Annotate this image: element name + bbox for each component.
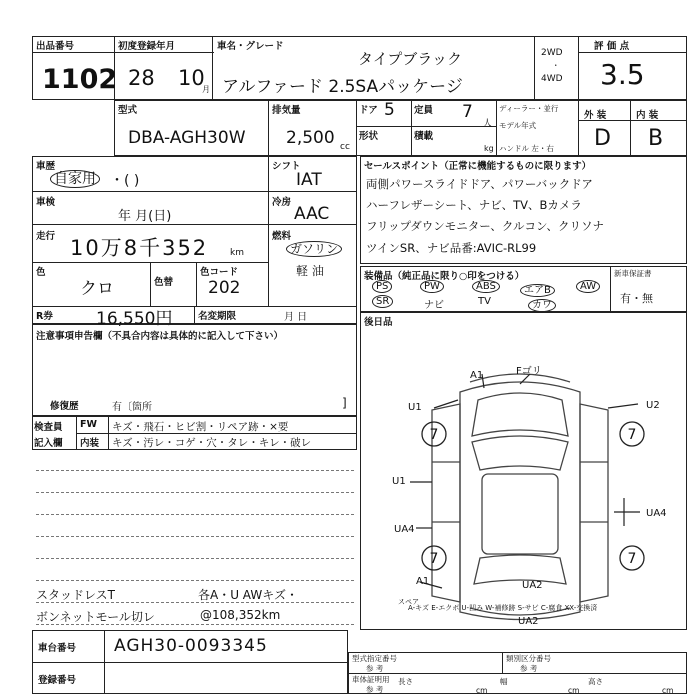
inner-items: キズ・汚レ・コゲ・穴・タレ・キレ・破レ (112, 437, 312, 449)
option-sr: SR (372, 296, 393, 307)
history-label: 車歴 (36, 161, 56, 172)
grade-line-1: タイプブラック (358, 50, 462, 68)
fuel-value: ガソリン (286, 240, 342, 257)
damage-label-ua4-right: UA4 (646, 508, 667, 519)
rating-label: 評 価 点 (594, 41, 630, 52)
model-label: 型式 (118, 105, 138, 116)
sales-line-3: フリップダウンモニター、クルコン、クリソナ (366, 219, 605, 233)
load-label: 積載 (414, 131, 434, 142)
rear-glass-outline (474, 555, 566, 584)
tire-depth-rr: 7 (627, 551, 637, 567)
damage-label-a1-front: A1 (470, 370, 484, 381)
doors-label: ドア (359, 105, 378, 116)
repair-label: 修復歴 (50, 401, 79, 412)
capacity-label: 定員 (414, 105, 434, 116)
damage-label-u1-front: U1 (408, 402, 422, 413)
history-rest: ・( ) (110, 173, 140, 189)
warranty-label: 新車保証書 (614, 269, 652, 278)
chassis-label: 車台番号 (38, 643, 77, 654)
inspection-label: 車検 (36, 197, 56, 208)
damage-label-u1-side: U1 (392, 476, 406, 487)
option-pw: PW (420, 281, 444, 292)
repair-value: 有〔箇所 (112, 402, 152, 413)
dealer-label: ディーラー・並行 (499, 104, 559, 113)
roof-outline (482, 474, 558, 554)
length-label: 長さ (398, 677, 413, 686)
type-spec-label: 型式指定番号 (352, 654, 397, 663)
color-value: クロ (80, 279, 114, 299)
fw-label: FW (80, 419, 97, 430)
damage-label-ua2-rear: UA2 (522, 580, 543, 591)
doors-value: 5 (384, 100, 395, 120)
lot-number: 1102 (42, 64, 118, 95)
first-registration-label: 初度登録年月 (118, 41, 176, 52)
sales-title: セールスポイント（正常に機能するものに限ります） (364, 161, 592, 172)
type-spec-ref: 参 考 (366, 664, 384, 673)
model-year-label: モデル年式 (499, 121, 537, 130)
interior-label: 内 装 (636, 110, 659, 121)
equipment-title: 装備品（純正品に限り○印をつける） (364, 271, 525, 282)
recycle-label: R券 (36, 311, 53, 322)
option-airbag: エアB (520, 281, 555, 296)
ac-label: 冷房 (272, 197, 292, 208)
inspector-field-label: 記入欄 (34, 438, 63, 449)
right-side-outline (580, 404, 608, 602)
damage-label-u2: U2 (646, 400, 660, 411)
option-kawa: カワ (528, 296, 556, 311)
drive-4wd: 4WD (541, 74, 563, 84)
car-name-label: 車名・グレード (217, 41, 284, 52)
body-cert-ref: 参 考 (366, 685, 384, 694)
option-navi: ナビ (424, 300, 444, 311)
declaration-label: 注意事項申告欄（不具合内容は具体的に記入して下さい） (36, 331, 284, 342)
damage-legend: A-キズ E-エクボ U-凹み W-補修跡 S-サビ C-腐食 XX-交換済 (408, 604, 598, 612)
remark-line-2b: @108,352km (200, 608, 281, 622)
month-unit: 月 (202, 85, 210, 94)
remark-line-1: スタッドレスT (36, 588, 115, 602)
handle-label: ハンドル 左・右 (499, 144, 554, 153)
drive-2wd: 2WD (541, 48, 563, 58)
color-code-value: 202 (208, 278, 241, 298)
load-unit: kg (484, 144, 494, 153)
capacity-unit: 人 (483, 119, 493, 129)
chassis-value: AGH30-0093345 (114, 636, 268, 656)
option-abs: ABS (472, 281, 500, 292)
inspector-label: 検査員 (34, 422, 63, 433)
capacity-value: 7 (462, 102, 473, 122)
color-code-label: 色コード (200, 267, 239, 278)
sales-line-4: ツインSR、ナビ品番:AVIC-RL99 (366, 241, 537, 255)
color-change-label: 色替 (154, 277, 174, 288)
option-ps: PS (372, 281, 392, 292)
damage-label-a1-rear: A1 (416, 576, 430, 587)
shape-label: 形状 (359, 131, 379, 142)
inspection-value: 年 月(日) (118, 209, 172, 224)
remark-line-1b: 各A・U AWキズ・ (198, 588, 298, 602)
registration-month: 10 (178, 66, 205, 90)
displacement-unit: cc (340, 142, 350, 152)
ac-value: AAC (294, 204, 330, 224)
shift-label: シフト (272, 161, 301, 172)
grade-line-2: アルファード 2.5SAパッケージ (222, 77, 463, 97)
rear-items-label: 後日品 (364, 317, 393, 328)
length-unit: cm (476, 686, 488, 695)
exterior-label: 外 装 (584, 110, 607, 121)
car-damage-diagram (360, 312, 687, 630)
rating-value: 3.5 (600, 58, 645, 91)
name-change-label: 名変期限 (198, 311, 237, 322)
recycle-value: 16,550円 (96, 309, 173, 329)
fuel-label: 燃料 (272, 231, 292, 242)
mileage-label: 走行 (36, 231, 56, 242)
warranty-value: 有・無 (620, 292, 653, 305)
history-value: 自家用 (50, 168, 100, 188)
drive-dot: ・ (552, 61, 560, 70)
class-label: 類別区分番号 (506, 654, 551, 663)
height-unit: cm (662, 686, 674, 695)
remark-line-2: ボンネットモール切レ (36, 610, 155, 624)
option-tv: TV (478, 296, 491, 307)
damage-label-ua2-bumper: UA2 (518, 616, 539, 627)
name-change-value: 月 日 (284, 312, 308, 323)
plate-label: 登録番号 (38, 675, 77, 686)
body-cert-label: 車体証明用 (352, 675, 390, 684)
interior-grade: B (648, 126, 664, 151)
displacement-value: 2,500 (286, 128, 335, 148)
tire-depth-fl: 7 (429, 427, 439, 443)
width-label: 幅 (500, 677, 508, 686)
tire-depth-fr: 7 (627, 427, 637, 443)
height-label: 高さ (588, 677, 603, 686)
hood-outline (472, 393, 568, 436)
damage-label-grille: Fゴリ (516, 366, 542, 377)
color-label: 色 (36, 267, 46, 278)
damage-label-ua4-left: UA4 (394, 524, 415, 535)
displacement-label: 排気量 (272, 105, 301, 116)
option-aw: AW (576, 281, 600, 292)
spare-label: スペア (398, 598, 419, 606)
lot-label: 出品番号 (36, 41, 75, 52)
exterior-grade: D (594, 126, 611, 151)
width-unit: cm (568, 686, 580, 695)
sales-line-1: 両側パワースライドドア、パワーバックドア (366, 177, 593, 191)
inner-label: 内装 (80, 438, 100, 449)
fw-items: キズ・飛石・ヒビ割・リペア跡・×要 (112, 421, 289, 433)
fuel-alt: 軽 油 (296, 264, 324, 278)
shift-value: IAT (296, 170, 322, 190)
windshield-outline (472, 436, 568, 470)
tire-depth-rl: 7 (429, 551, 439, 567)
mileage-unit: km (230, 248, 244, 258)
repair-close: ] (342, 396, 347, 410)
model-value: DBA-AGH30W (128, 128, 246, 148)
registration-year: 28 (128, 66, 155, 90)
sales-line-2: ハーフレザーシート、ナビ、TV、Bカメラ (366, 198, 582, 212)
mileage-value: 10万8千352 (70, 236, 209, 260)
class-ref: 参 考 (520, 664, 538, 673)
